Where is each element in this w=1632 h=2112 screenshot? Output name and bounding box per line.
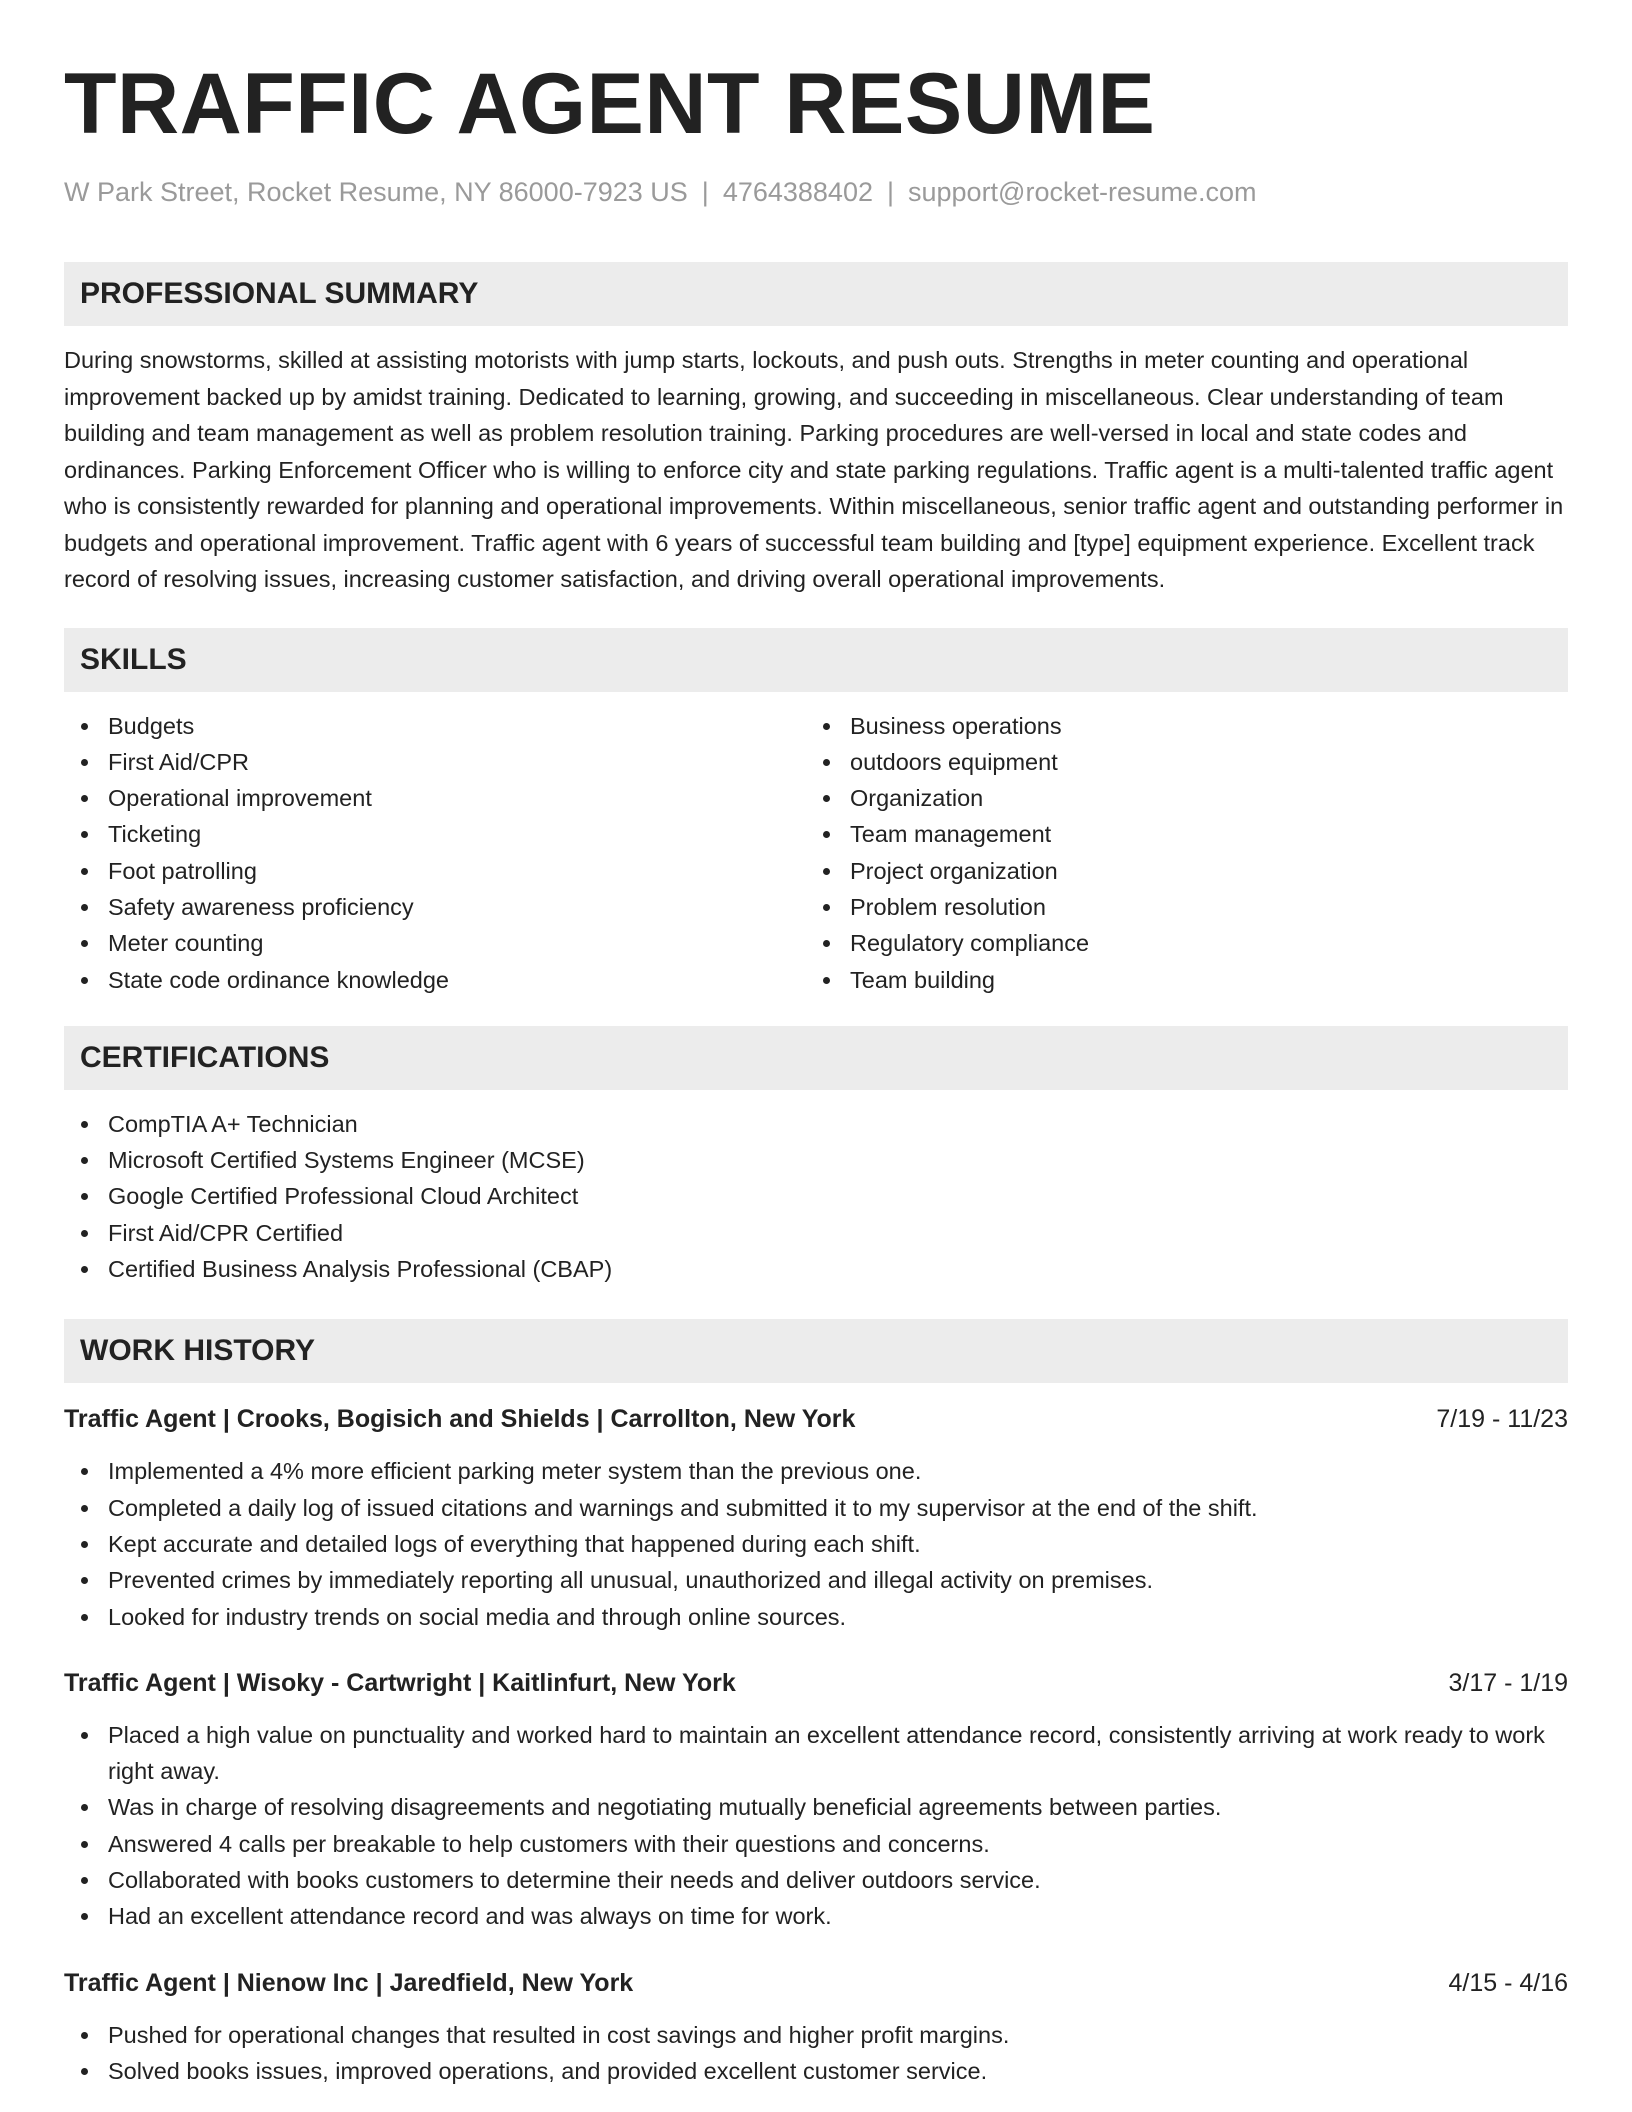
skill-item: Team management [806,816,1548,852]
contact-separator: | [701,177,709,207]
skills-heading: SKILLS [64,628,1568,692]
job-bullet: Implemented a 4% more efficient parking meter system than the previous one. [64,1453,1568,1489]
job-bullet: Pushed for operational changes that resulted in cost savings and higher profit margins. [64,2017,1568,2053]
certification-item: First Aid/CPR Certified [64,1215,1568,1251]
skill-item: Organization [806,780,1548,816]
job-bullets [64,1717,1568,1935]
job-bullet: Answered 4 calls per breakable to help customers with their questions and concerns. [64,1826,1568,1862]
skill-item: Regulatory compliance [806,925,1548,961]
skill-item: State code ordinance knowledge [64,962,806,998]
job-bullet: Prevented crimes by immediately reporting all unusual, unauthorized and illegal activity on premises. [64,1562,1568,1598]
skills-column-left [64,708,806,998]
certification-item: Certified Business Analysis Professional (CBAP) [64,1251,1568,1287]
contact-line [64,174,1568,210]
skill-item: Foot patrolling [64,853,806,889]
contact-address: W Park Street, Rocket Resume, NY 86000-7923 US [64,177,688,207]
job-entry [64,1401,1568,1634]
skills-column-right [806,708,1548,998]
certifications-heading: CERTIFICATIONS [64,1026,1568,1090]
certification-item: Google Certified Professional Cloud Architect [64,1178,1568,1214]
job-bullet: Collaborated with books customers to determine their needs and deliver outdoors service. [64,1862,1568,1898]
skill-item: Project organization [806,853,1548,889]
job-bullet: Solved books issues, improved operations, and provided excellent customer service. [64,2053,1568,2089]
job-dates: 4/15 - 4/16 [1448,1968,1568,1997]
job-title: Traffic Agent | Crooks, Bogisich and Shields | Carrollton, New York [64,1405,856,1434]
job-bullet: Looked for industry trends on social media and through online sources. [64,1599,1568,1635]
job-entry [64,1665,1568,1935]
skill-item: Problem resolution [806,889,1548,925]
job-header [64,1965,1568,2001]
skill-item: Business operations [806,708,1548,744]
skill-item: Safety awareness proficiency [64,889,806,925]
skill-item: outdoors equipment [806,744,1548,780]
contact-separator: | [886,177,894,207]
job-bullet: Placed a high value on punctuality and worked hard to maintain an excellent attendance record, consistently arriving at work ready to work right away. [64,1717,1568,1790]
skill-item: Budgets [64,708,806,744]
certification-item: Microsoft Certified Systems Engineer (MCSE) [64,1142,1568,1178]
work-history-heading: WORK HISTORY [64,1319,1568,1383]
job-dates: 7/19 - 11/23 [1436,1405,1568,1434]
job-title: Traffic Agent | Wisoky - Cartwright | Kaitlinfurt, New York [64,1668,736,1697]
job-entry [64,1965,1568,2090]
summary-heading: PROFESSIONAL SUMMARY [64,262,1568,326]
contact-phone: 4764388402 [722,177,873,207]
skill-item: Operational improvement [64,780,806,816]
job-bullet: Was in charge of resolving disagreements and negotiating mutually beneficial agreements between parties. [64,1789,1568,1825]
summary-text: During snowstorms, skilled at assisting motorists with jump starts, lockouts, and push outs. Strengths in meter counting and operational improvement backed up by amidst training. Dedicated to learning, growing, and succeeding in miscellaneous. Clear understanding of team building and team management as well as problem resolution training. Parking procedures are well-versed in local and state codes and ordinances. Parking Enforcement Officer who is willing to enforce city and state parking regulations. Traffic agent is a multi-talented traffic agent who is consistently rewarded for planning and operational improvements. Within miscellaneous, senior traffic agent and outstanding performer in budgets and operational improvement. Traffic agent with 6 years of successful team building and [type] equipment experience. Excellent track record of resolving issues, increasing customer satisfaction, and driving overall operational improvements. [64,347,1564,592]
resume-title: TRAFFIC AGENT RESUME [64,56,1156,152]
skill-item: Ticketing [64,816,806,852]
job-bullet: Had an excellent attendance record and was always on time for work. [64,1898,1568,1934]
job-header [64,1665,1568,1701]
certification-item: CompTIA A+ Technician [64,1106,1568,1142]
job-title: Traffic Agent | Nienow Inc | Jaredfield, New York [64,1968,634,1997]
job-bullets [64,1453,1568,1634]
job-bullet: Completed a daily log of issued citations and warnings and submitted it to my supervisor at the end of the shift. [64,1490,1568,1526]
skill-item: Meter counting [64,925,806,961]
certifications-list [64,1106,1568,1287]
job-bullets [64,2017,1568,2090]
skill-item: First Aid/CPR [64,744,806,780]
contact-email: support@rocket-resume.com [908,177,1257,207]
skill-item: Team building [806,962,1548,998]
job-header [64,1401,1568,1437]
job-bullet: Kept accurate and detailed logs of everything that happened during each shift. [64,1526,1568,1562]
skills-list [64,708,1568,998]
job-dates: 3/17 - 1/19 [1448,1668,1568,1697]
